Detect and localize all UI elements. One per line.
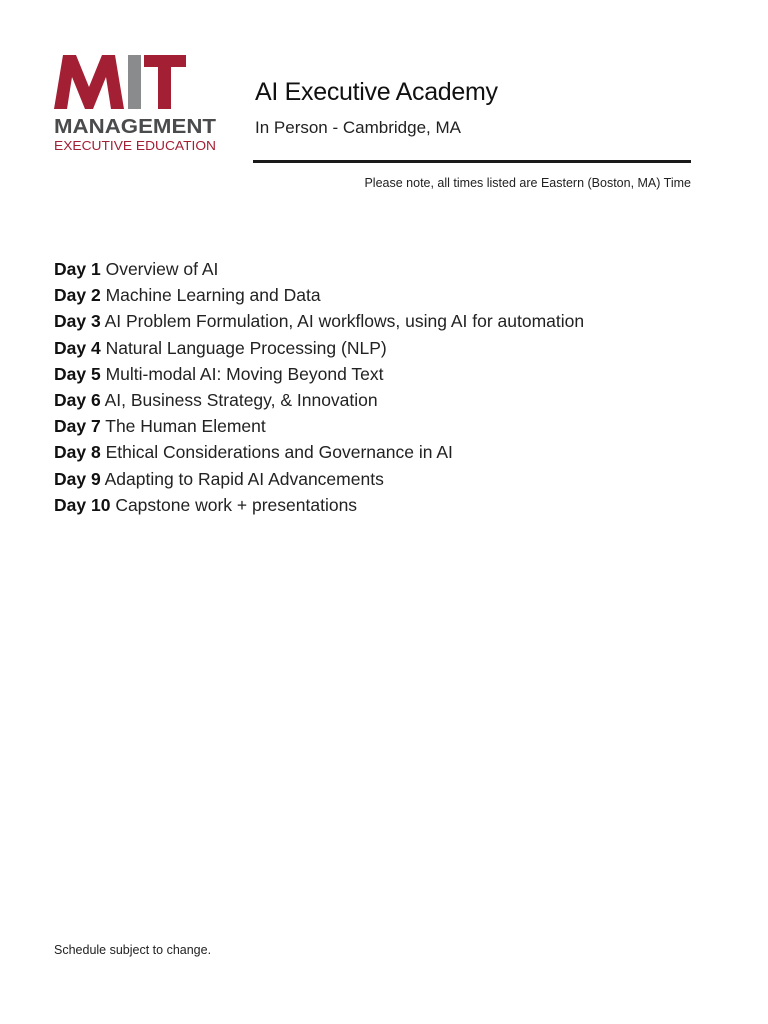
day-topic: Capstone work + presentations <box>115 494 358 515</box>
day-topic: AI Problem Formulation, AI workflows, using AI for automation <box>104 311 585 332</box>
logo-letter-t-stem <box>158 67 171 109</box>
day-label: Day 2 <box>54 285 101 306</box>
agenda-item-day-4 <box>54 335 584 361</box>
day-label: Day 1 <box>54 259 101 279</box>
day-label: Day 9 <box>54 468 101 489</box>
mit-management-logo <box>54 53 220 153</box>
day-label: Day 5 <box>54 363 101 384</box>
day-label: Day 7 <box>54 416 101 437</box>
day-label: Day 6 <box>54 389 101 410</box>
agenda-item-day-8 <box>54 439 584 465</box>
logo-letter-t-top <box>144 55 186 67</box>
page-title: AI Executive Academy <box>255 78 498 106</box>
agenda-item-day-6 <box>54 387 584 413</box>
day-topic: Ethical Considerations and Governance in AI <box>105 442 453 463</box>
day-topic: The Human Element <box>105 416 266 437</box>
day-topic: AI, Business Strategy, & Innovation <box>104 389 378 410</box>
logo-line-management: MANAGEMENT <box>54 115 217 138</box>
day-topic: Adapting to Rapid AI Advancements <box>104 468 384 489</box>
page-subtitle: In Person - Cambridge, MA <box>255 118 461 137</box>
day-label: Day 4 <box>54 337 101 358</box>
logo-letter-i <box>128 55 141 109</box>
day-topic: Multi-modal AI: Moving Beyond Text <box>105 363 384 384</box>
header-divider <box>253 160 691 163</box>
agenda-item-day-3 <box>54 308 584 334</box>
agenda-item-day-9 <box>54 466 584 492</box>
day-label: Day 10 <box>54 494 111 515</box>
agenda-item-day-10 <box>54 492 584 518</box>
agenda-item-day-5 <box>54 361 584 387</box>
day-topic: Overview of AI <box>105 259 219 279</box>
day-topic: Machine Learning and Data <box>105 285 321 306</box>
schedule-disclaimer: Schedule subject to change. <box>54 943 212 957</box>
logo-letter-m <box>54 55 124 109</box>
day-label: Day 8 <box>54 442 101 463</box>
time-zone-note: Please note, all times listed are Eastern (Boston, MA) Time <box>364 176 691 190</box>
day-topic: Natural Language Processing (NLP) <box>105 337 387 358</box>
logo-line-executive-education: EXECUTIVE EDUCATION <box>54 138 217 153</box>
agenda-item-day-1 <box>54 256 584 282</box>
agenda-item-day-2 <box>54 282 584 308</box>
agenda-list <box>54 256 584 518</box>
agenda-item-day-7 <box>54 413 584 439</box>
day-label: Day 3 <box>54 311 101 332</box>
